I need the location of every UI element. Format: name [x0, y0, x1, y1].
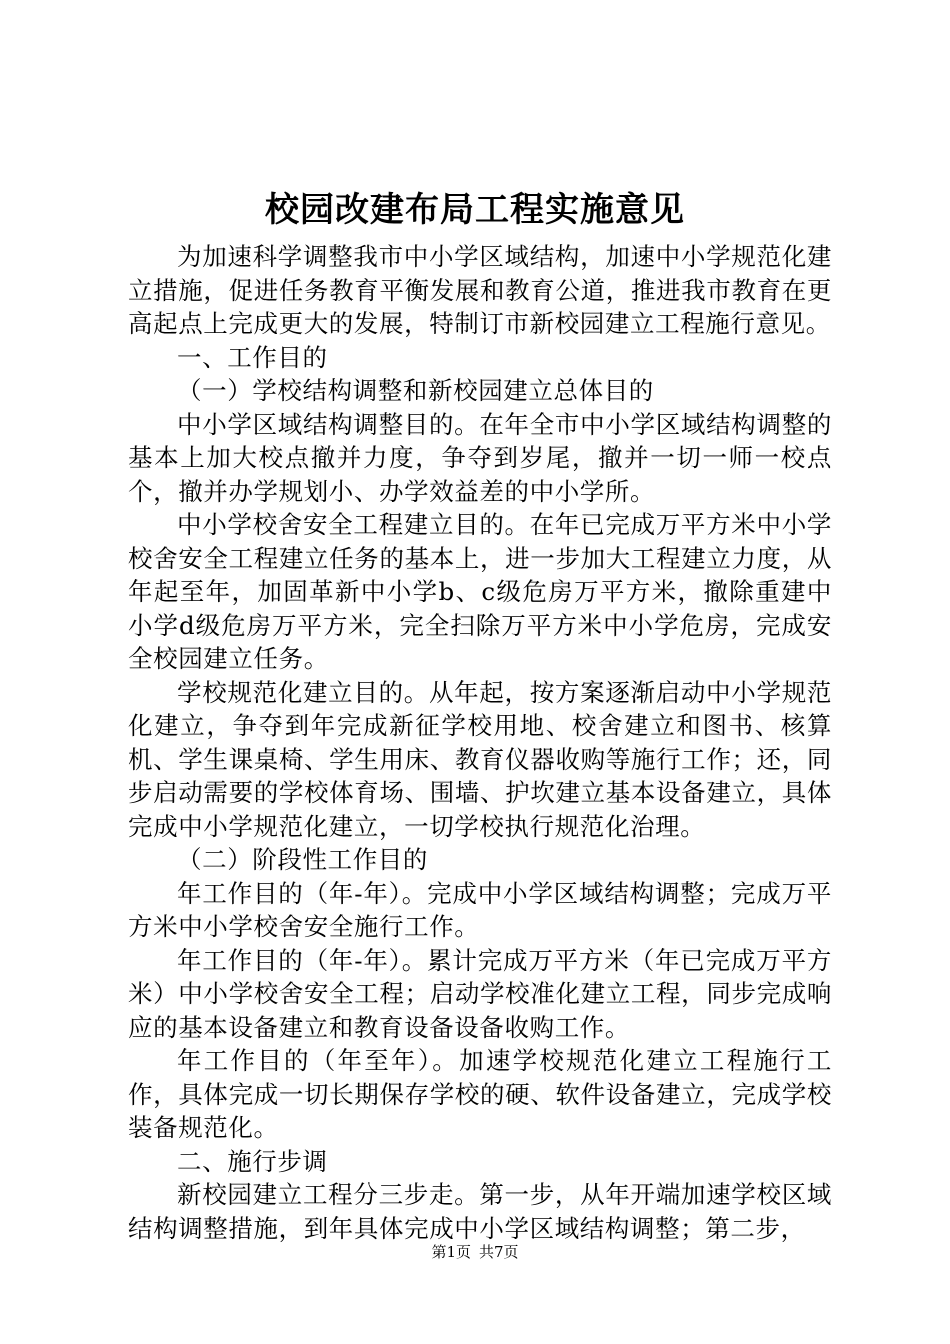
paragraph-stage-two: 年工作目的（年-年）。累计完成万平方米（年已完成万平方米）中小学校舍安全工程；启动学校准化建立工程，同步完成响应的基本设备建立和教育设备设备收购工作。	[128, 945, 832, 1042]
paragraph-stage-one: 年工作目的（年-年）。完成中小学区域结构调整；完成万平方米中小学校舍安全施行工作。	[128, 878, 832, 941]
document-body	[128, 240, 832, 1245]
paragraph-school-safety: 中小学校舍安全工程建立目的。在年已完成万平方米中小学校舍安全工程建立任务的基本上，进一步加大工程建立力度，从年起至年，加固革新中小学b、c级危房万平方米，撤除重建中小学d级危房万平方米，完全扫除万平方米中小学危房，完成安全校园建立任务。	[128, 510, 832, 673]
subsection-heading-stage-goals: （二）阶段性工作目的	[177, 845, 428, 874]
document-title: 校园改建布局工程实施意见	[265, 190, 685, 230]
page-total: 共7页	[479, 1243, 519, 1261]
page-footer	[0, 1242, 950, 1262]
paragraph-stage-three: 年工作目的（年至年）。加速学校规范化建立工程施行工作，具体完成一切长期保存学校的硬、软件设备建立，完成学校装备规范化。	[128, 1046, 832, 1142]
section-heading-steps: 二、施行步调	[177, 1146, 328, 1176]
paragraph-standardization: 学校规范化建立目的。从年起，按方案逐渐启动中小学规范化建立，争夺到年完成新征学校用地、校舍建立和图书、核算机、学生课桌椅、学生用床、教育仪器收购等施行工作；还，同步启动需要的学校体育场、围墙、护坎建立基本设备建立，具体完成中小学规范化建立，一切学校执行规范化治理。	[128, 677, 832, 841]
subsection-heading-overall-goals: （一）学校结构调整和新校园建立总体目的	[177, 376, 654, 405]
paragraph-three-steps: 新校园建立工程分三步走。第一步，从年开端加速学校区域结构调整措施，到年具体完成中小学区域结构调整；第二步，	[128, 1180, 832, 1243]
intro-paragraph: 为加速科学调整我市中小学区域结构，加速中小学规范化建立措施，促进任务教育平衡发展和教育公道，推进我市教育在更高起点上完成更大的发展，特制订市新校园建立工程施行意见。	[128, 242, 832, 338]
page-number: 第1页	[431, 1243, 471, 1261]
section-heading-goals: 一、工作目的	[177, 342, 328, 372]
paragraph-structure-adjustment: 中小学区域结构调整目的。在年全市中小学区域结构调整的基本上加大校点撤并力度，争夺到岁尾，撤并一切一师一校点个，撤并办学规划小、办学效益差的中小学所。	[128, 409, 832, 506]
